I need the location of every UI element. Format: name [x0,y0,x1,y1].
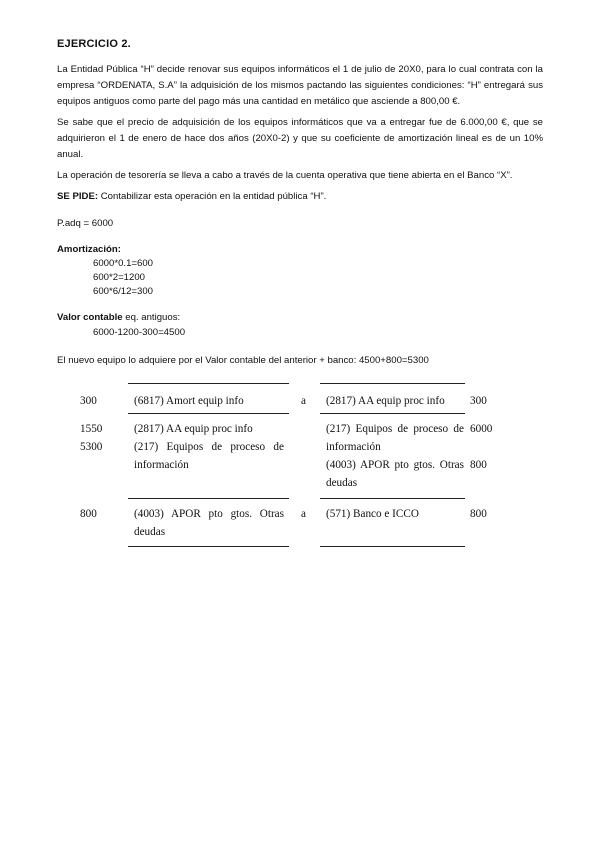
paragraph-acquisition-price: Se sabe que el precio de adquisición de los equipos informáticos que va a entregar fue de 6.000,00 €, que se adquirieron el 1 de enero de hace dos años (20X0-2) y que su coeficiente de amortización lineal es de un 10% anual. [57,117,543,160]
journal-rule [128,546,289,547]
journal-rule [128,498,289,499]
journal-rule [320,498,465,499]
se-pide-text: Contabilizar esta operación en la entidad pública “H”. [98,191,327,202]
valor-contable-text: eq. antiguos: [122,312,181,323]
valor-contable-heading [57,310,543,326]
amortizacion-label: Amortización: [57,244,121,255]
debit-account: (217) Equipos de proceso de información [134,441,284,471]
debit-amount: 1550 [80,423,103,435]
credit-amount: 800 [470,459,487,471]
debit-account: (4003) APOR pto gtos. Otras deudas [134,508,284,538]
credit-account: (217) Equipos de proceso de información [326,423,464,453]
credit-amount: 300 [470,395,487,407]
debit-account: (6817) Amort equip info [134,395,244,407]
precio-adquisicion: P.adq = 6000 [57,218,114,229]
journal-rule [320,413,465,414]
se-pide-label: SE PIDE: [57,191,99,202]
credit-account: (571) Banco e ICCO [326,508,419,520]
exercise-title: EJERCICIO 2. [57,38,131,50]
debit-account: (2817) AA equip proc info [134,423,253,435]
nuevo-equipo-sentence: El nuevo equipo lo adquiere por el Valor contable del anterior + banco: 4500+800=5300 [57,355,429,366]
credit-amount: 800 [470,508,487,520]
credit-account: (4003) APOR pto gtos. Otras deudas [326,459,464,489]
paragraph-statement: La Entidad Pública “H” decide renovar sus equipos informáticos el 1 de julio de 20X0, para lo cual contrata con la empresa “ORDENATA, S.A” la adquisición de los mismos pactando las siguientes condiciones: “H” entregará sus equipos antiguos como parte del pago más una cantidad en metálico que asciende a 800,00 €. [57,64,543,107]
entry-connector: a [301,508,306,520]
journal-rule [128,413,289,414]
credit-account: (2817) AA equip proc info [326,395,445,407]
amortizacion-line: 600*6/12=300 [93,286,154,297]
journal-rule [128,383,289,384]
amortizacion-line: 600*2=1200 [93,272,146,283]
paragraph-se-pide [57,189,543,205]
valor-contable-label: Valor contable [57,312,123,323]
debit-amount: 800 [80,508,97,520]
debit-amount: 300 [80,395,97,407]
debit-amount: 5300 [80,441,103,453]
credit-amount: 6000 [470,423,493,435]
amortizacion-line: 6000*0.1=600 [93,258,154,269]
valor-contable-line: 6000-1200-300=4500 [93,327,186,338]
journal-rule [320,546,465,547]
entry-connector: a [301,395,306,407]
paragraph-treasury: La operación de tesorería se lleva a cabo a través de la cuenta operativa que tiene abierta en el Banco “X”. [57,170,513,181]
journal-rule [320,383,465,384]
